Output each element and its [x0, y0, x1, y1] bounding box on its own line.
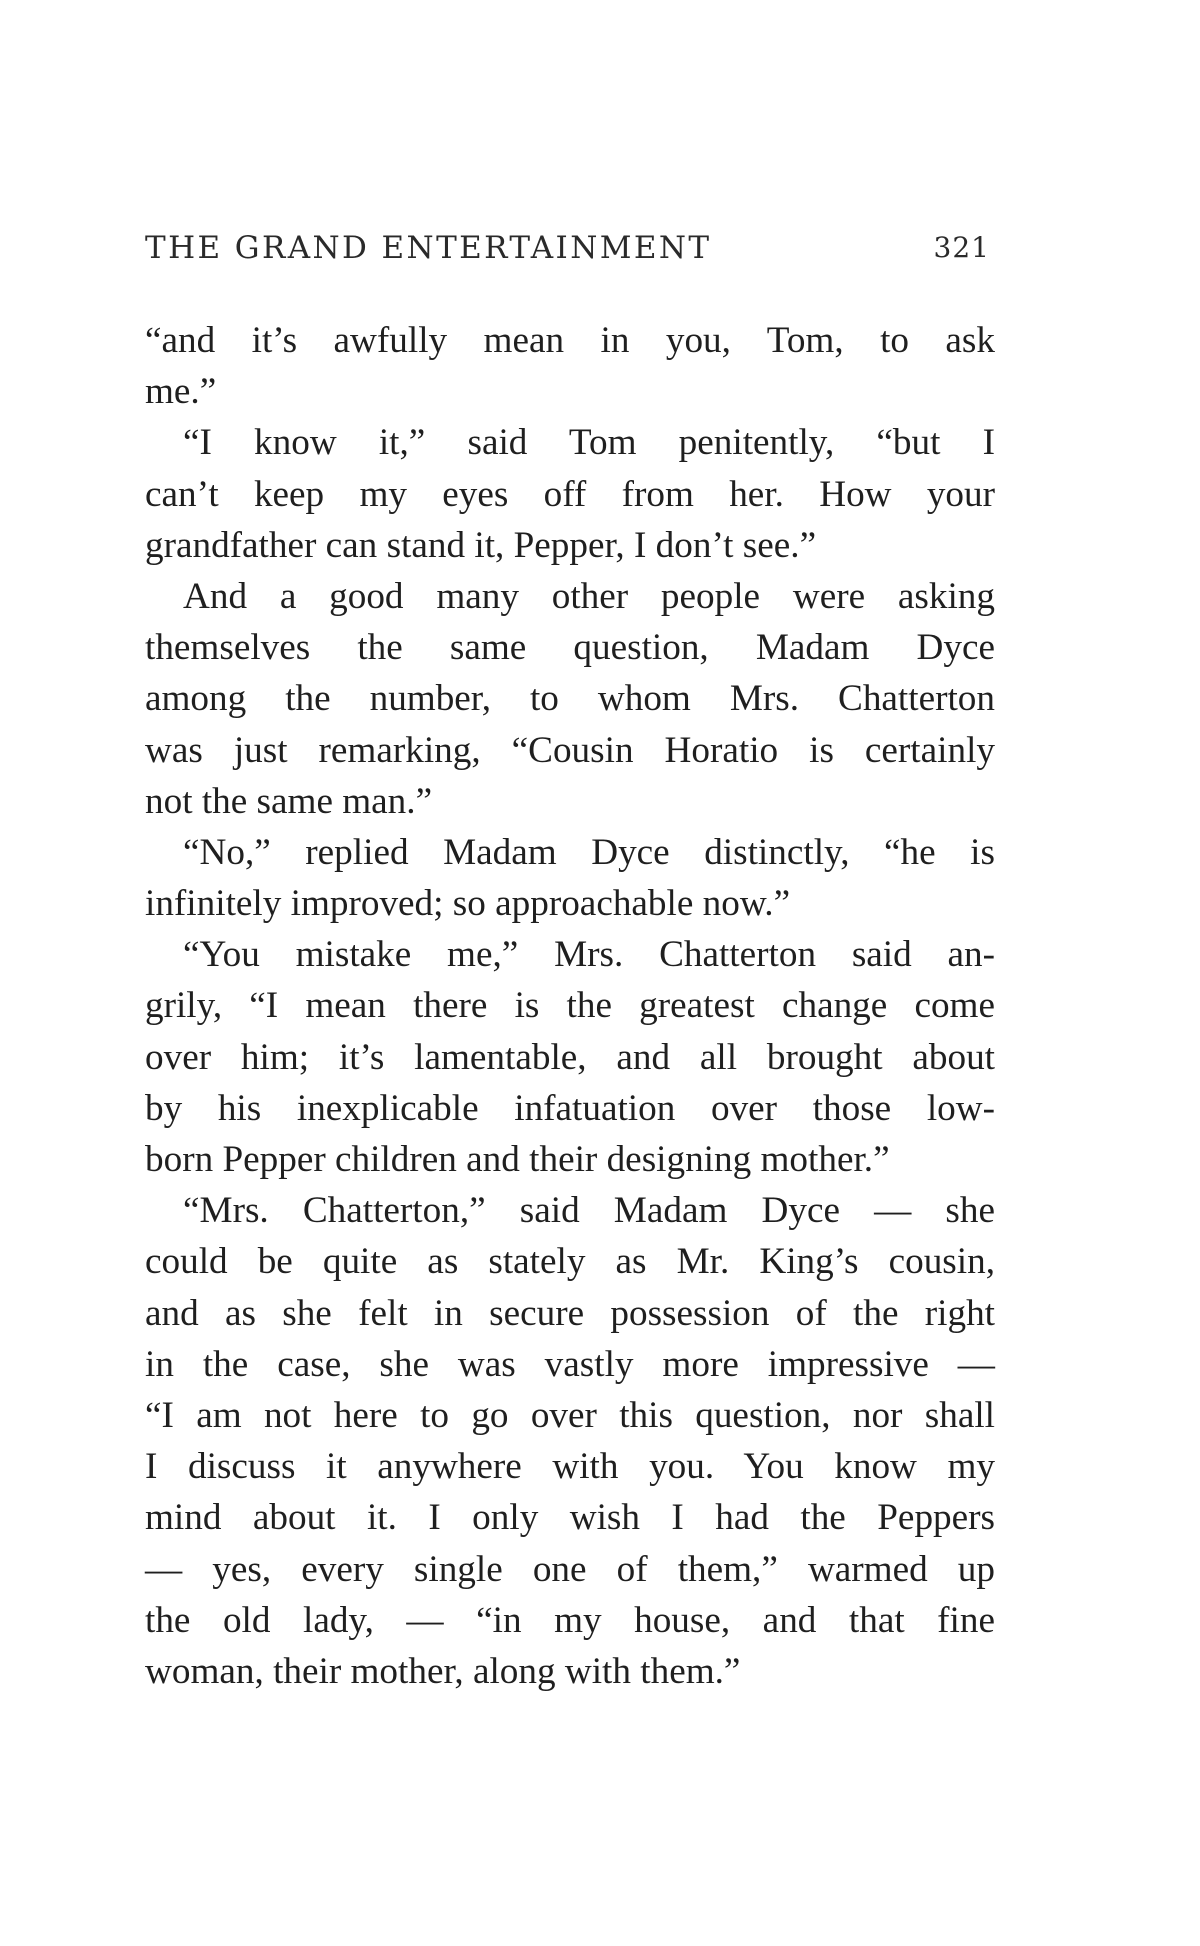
- text-line: was just remarking, “Cousin Horatio is certainly: [145, 729, 995, 771]
- text-line: and as she felt in secure possession of the right: [145, 1292, 995, 1334]
- text-line: I discuss it anywhere with you. You know my: [145, 1446, 995, 1488]
- text-line: can’t keep my eyes off from her. How your: [145, 473, 995, 515]
- text-line: me.”: [145, 371, 217, 413]
- text-line: by his inexplicable infatuation over those low-: [145, 1087, 995, 1129]
- page-number: 321: [933, 231, 990, 264]
- text-line: over him; it’s lamentable, and all brought about: [145, 1036, 995, 1078]
- text-line: infinitely improved; so approachable now.”: [145, 883, 791, 925]
- text-line: themselves the same question, Madam Dyce: [145, 627, 995, 669]
- text-line: the old lady, — “in my house, and that fine: [145, 1599, 995, 1641]
- text-line: “You mistake me,” Mrs. Chatterton said an-: [183, 934, 995, 976]
- text-line: “No,” replied Madam Dyce distinctly, “he is: [183, 831, 995, 873]
- text-line: among the number, to whom Mrs. Chatterton: [145, 678, 995, 720]
- text-line: born Pepper children and their designing mother.”: [145, 1139, 890, 1180]
- running-title: THE GRAND ENTERTAINMENT: [145, 230, 712, 266]
- text-line: — yes, every single one of them,” warmed up: [145, 1548, 995, 1590]
- text-line: not the same man.”: [145, 780, 433, 822]
- text-line: grandfather can stand it, Pepper, I don’t see.”: [145, 524, 817, 566]
- text-line: “I am not here to go over this question, nor shall: [145, 1394, 995, 1436]
- text-line: “I know it,” said Tom penitently, “but I: [183, 422, 995, 464]
- text-line: “Mrs. Chatterton,” said Madam Dyce — she: [183, 1190, 995, 1232]
- text-line: mind about it. I only wish I had the Peppers: [145, 1497, 995, 1539]
- text-line: woman, their mother, along with them.”: [145, 1650, 741, 1692]
- text-line: could be quite as stately as Mr. King’s cousin,: [145, 1241, 995, 1283]
- text-line: in the case, she was vastly more impressive —: [145, 1343, 995, 1385]
- text-line: And a good many other people were asking: [183, 575, 995, 617]
- body-text: [145, 315, 995, 1697]
- text-line: grily, “I mean there is the greatest change come: [145, 985, 995, 1027]
- text-line: “and it’s awfully mean in you, Tom, to ask: [145, 320, 995, 361]
- running-head: [145, 226, 990, 270]
